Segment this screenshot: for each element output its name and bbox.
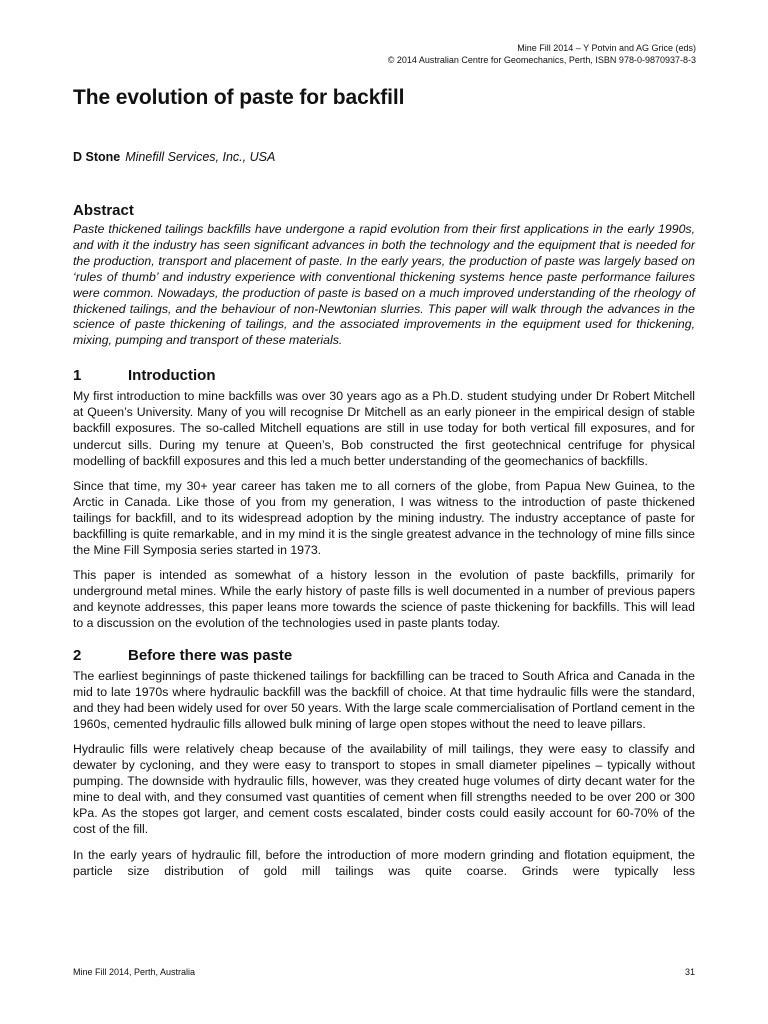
- paragraph: My first introduction to mine backfills was over 30 years ago as a Ph.D. student studying under Dr Robert Mitchell at Queen’s University. Many of you will recognise Dr Mitchell as an early pioneer in the empirical design of stable backfill exposures. The so-called Mitchell equations are still in use today for both vertical fill exposures, and for undercut sills. During my tenure at Queen’s, Bob constructed the first geotechnical centrifuge for physical modelling of backfill exposures and this led a much better understanding of the geomechanics of backfills.: [73, 389, 695, 468]
- running-head-proceedings: Mine Fill 2014 – Y Potvin and AG Grice (eds): [517, 43, 696, 53]
- author-line: [73, 150, 695, 164]
- paragraph: The earliest beginnings of paste thickened tailings for backfilling can be traced to South Africa and Canada in the mid to late 1970s where hydraulic backfill was the backfill of choice. At that time hydraulic fills were the standard, and they had been widely used for over 50 years. With the large scale commercialisation of Portland cement in the 1960s, cemented hydraulic fills allowed bulk mining of large open stopes without the need to leave pillars.: [73, 668, 696, 731]
- paragraph: This paper is intended as somewhat of a history lesson in the evolution of paste backfills, primarily for underground metal mines. While the early history of paste fills is well documented in a number of previous papers and keynote addresses, this paper leans more towards the science of paste thickening for backfills. This will lead to a discussion on the evolution of the technologies used in paste plants today.: [73, 568, 695, 631]
- paper-title: The evolution of paste for backfill: [73, 86, 405, 109]
- paragraph: In the early years of hydraulic fill, before the introduction of more modern grinding and flotation equipment, the particle size distribution of gold mill tailings was quite coarse. Grinds were typically less: [73, 847, 695, 878]
- section-title: Before there was paste: [128, 646, 293, 664]
- paper-body: [73, 86, 695, 879]
- section-number: 1: [73, 367, 82, 385]
- section-heading-introduction: [73, 367, 695, 384]
- running-head: [388, 42, 696, 66]
- paragraph: Hydraulic fills were relatively cheap because of the availability of mill tailings, they were easy to classify and dewater by cycloning, and they were easy to transport to stopes in small diameter pipelines – typically without pumping. The downside with hydraulic fills, however, was they created huge volumes of dirty decant water for the mine to deal with, and they consumed vast quantities of cement when fill strengths needed to be over 200 or 300 kPa. As the stopes got larger, and cement costs escalated, binder costs could easily account for 60-70% of the cost of the fill.: [73, 741, 695, 837]
- section-number: 2: [73, 646, 82, 664]
- paragraph: Since that time, my 30+ year career has taken me to all corners of the globe, from Papua New Guinea, to the Arctic in Canada. Like those of you from my generation, I was witness to the introduction of paste thickened tailings for backfill, and to its widespread adoption by the mining industry. The industry acceptance of paste for backfilling is quite remarkable, and in my mind it is the single greatest advance in the technology of mine fills since the Mine Fill Symposia series started in 1973.: [73, 478, 695, 558]
- section-title: Introduction: [128, 367, 216, 385]
- abstract-heading: Abstract: [73, 202, 134, 219]
- author-affiliation: Minefill Services, Inc., USA: [125, 150, 276, 164]
- author-name: D Stone: [73, 150, 121, 164]
- section-heading-before-paste: [73, 647, 695, 664]
- footer-venue: Mine Fill 2014, Perth, Australia: [73, 967, 196, 977]
- page-number: 31: [684, 967, 695, 977]
- running-head-copyright: © 2014 Australian Centre for Geomechanics, Perth, ISBN 978-0-9870937-8-3: [387, 55, 696, 65]
- abstract-text: Paste thickened tailings backfills have undergone a rapid evolution from their first applications in the early 1990s, and with it the industry has seen significant advances in both the technology and the equipment that is needed for the production, transport and placement of paste. In the early years, the production of paste was largely based on ‘rules of thumb’ and industry experience with conventional thickening systems hence paste performance failures were common. Nowadays, the production of paste is based on a much improved understanding of the rheology of thickened tailings, and the behaviour of non-Newtonian slurries. This paper will walk through the advances in the science of paste thickening of tailings, and the associated improvements in the equipment used for thickening, mixing, pumping and transport of these materials.: [73, 222, 695, 348]
